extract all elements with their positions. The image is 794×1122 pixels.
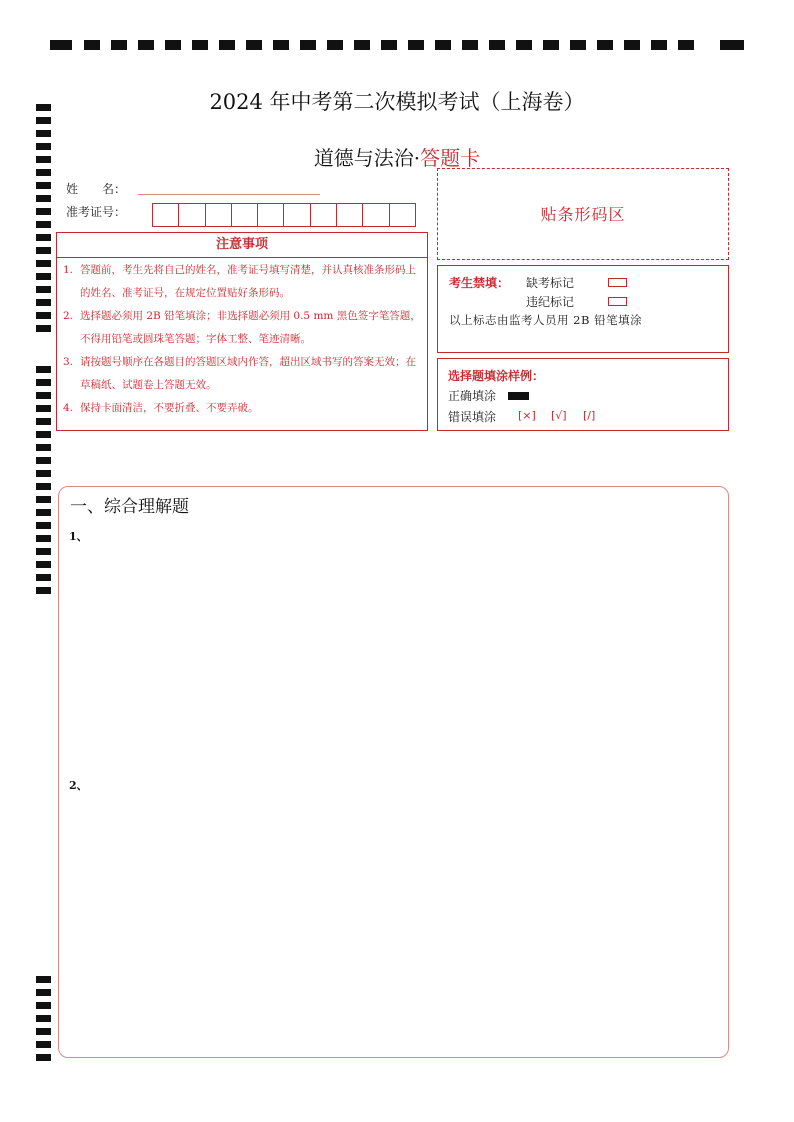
timing-mark: [246, 40, 262, 50]
violation-mark-label: 违纪标记: [526, 295, 575, 309]
timing-mark: [300, 40, 316, 50]
timing-mark: [273, 40, 289, 50]
timing-mark: [36, 1015, 51, 1022]
exam-id-digit-box[interactable]: [311, 204, 337, 226]
correct-fill-mark: [508, 392, 529, 400]
examiner-only-title: 考生禁填：: [449, 276, 510, 290]
notice-item-number: 2.: [63, 310, 74, 322]
name-field[interactable]: [138, 194, 320, 195]
notice-item-text: 选择题必须用 2B 铅笔填涂；非选择题必须用 0.5 mm 黑色签字笔答题，不得用铅笔或圆珠笔答题；字体工整、笔迹清晰。: [80, 310, 421, 345]
answer-card-label: 答题卡: [420, 146, 481, 170]
timing-mark: [36, 483, 51, 490]
notice-item-text: 保持卡面清洁，不要折叠、不要弄破。: [80, 402, 259, 414]
notice-item-number: 4.: [63, 402, 74, 414]
timing-mark: [165, 40, 181, 50]
violation-mark-box[interactable]: [608, 297, 627, 306]
timing-mark: [36, 509, 51, 516]
notice-item: [63, 397, 423, 420]
timing-mark: [219, 40, 235, 50]
timing-mark: [50, 40, 72, 50]
timing-mark: [36, 1041, 51, 1048]
exam-id-digit-box[interactable]: [363, 204, 389, 226]
timing-mark: [543, 40, 559, 50]
timing-mark: [36, 392, 51, 399]
timing-mark: [36, 299, 51, 306]
notice-item: [63, 259, 423, 305]
timing-mark: [462, 40, 478, 50]
wrong-fill-mark: [/]: [583, 409, 596, 422]
timing-mark: [36, 431, 51, 438]
timing-mark: [84, 40, 100, 50]
answer-region[interactable]: [89, 547, 709, 767]
timing-mark: [36, 117, 51, 124]
wrong-fill-label: 错误填涂: [448, 410, 497, 424]
absent-mark-box[interactable]: [608, 278, 627, 287]
exam-id-digit-box[interactable]: [284, 204, 310, 226]
timing-mark: [36, 234, 51, 241]
timing-mark: [36, 444, 51, 451]
timing-mark: [597, 40, 613, 50]
timing-mark: [36, 312, 51, 319]
correct-fill-label: 正确填涂: [448, 389, 497, 403]
question-number: 1、: [69, 530, 88, 543]
exam-id-boxes: [152, 203, 416, 227]
timing-mark: [36, 989, 51, 996]
timing-mark: [111, 40, 127, 50]
timing-mark: [36, 405, 51, 412]
wrong-fill-mark: [×]: [518, 409, 536, 422]
notice-box: [56, 232, 428, 431]
timing-mark: [354, 40, 370, 50]
timing-mark: [36, 1028, 51, 1035]
subject-line: [0, 142, 794, 171]
wrong-fill-mark: [√]: [551, 409, 567, 422]
timing-mark: [36, 286, 51, 293]
timing-mark: [36, 182, 51, 189]
timing-mark: [36, 587, 51, 594]
timing-mark: [36, 130, 51, 137]
timing-mark: [192, 40, 208, 50]
timing-mark: [36, 470, 51, 477]
timing-mark: [36, 535, 51, 542]
notice-item-text: 请按题号顺序在各题目的答题区域内作答，超出区域书写的答案无效；在草稿纸、试题卷上答题无效。: [80, 356, 416, 391]
examiner-note: 以上标志由监考人员用 2B 铅笔填涂: [449, 313, 643, 327]
timing-mark: [489, 40, 505, 50]
subject-name: 道德与法治·: [313, 146, 421, 170]
timing-mark: [651, 40, 667, 50]
exam-id-digit-box[interactable]: [258, 204, 284, 226]
timing-mark: [435, 40, 451, 50]
timing-mark: [36, 379, 51, 386]
timing-mark: [36, 1054, 51, 1061]
notice-item-text: 答题前，考生先将自己的姓名，准考证号填写清楚，并认真核准条形码上的姓名、准考证号，在规定位置贴好条形码。: [80, 264, 416, 299]
notice-item-number: 3.: [63, 356, 74, 368]
question-number: 2、: [69, 779, 88, 792]
timing-mark: [138, 40, 154, 50]
notice-title: 注意事项: [57, 233, 427, 258]
barcode-area: [437, 168, 729, 260]
absent-mark-label: 缺考标记: [526, 276, 575, 290]
barcode-label: 贴条形码区: [540, 205, 626, 224]
timing-mark: [36, 221, 51, 228]
exam-id-label: 准考证号：: [66, 205, 127, 219]
timing-mark: [36, 976, 51, 983]
timing-mark: [570, 40, 586, 50]
answer-region[interactable]: [89, 797, 709, 1037]
notice-item-number: 1.: [63, 264, 74, 276]
timing-mark: [36, 496, 51, 503]
timing-mark: [720, 40, 744, 50]
section-title: 一、综合理解题: [70, 497, 189, 517]
timing-mark: [678, 40, 694, 50]
timing-mark: [36, 273, 51, 280]
timing-mark: [327, 40, 343, 50]
exam-id-digit-box[interactable]: [179, 204, 205, 226]
answer-area: [58, 486, 729, 1058]
exam-id-digit-box[interactable]: [337, 204, 363, 226]
name-label: 姓 名：: [66, 182, 127, 196]
exam-id-digit-box[interactable]: [232, 204, 258, 226]
timing-mark: [36, 561, 51, 568]
timing-mark: [408, 40, 424, 50]
timing-mark: [36, 247, 51, 254]
timing-mark: [36, 457, 51, 464]
timing-mark: [36, 260, 51, 267]
timing-mark: [36, 366, 51, 373]
exam-id-digit-box[interactable]: [153, 204, 179, 226]
timing-mark: [624, 40, 640, 50]
timing-mark: [36, 548, 51, 555]
fill-sample-box: [437, 358, 729, 431]
timing-mark: [36, 418, 51, 425]
notice-item: [63, 305, 423, 351]
timing-mark: [36, 522, 51, 529]
exam-id-digit-box[interactable]: [390, 204, 415, 226]
timing-mark: [36, 325, 51, 332]
timing-mark: [36, 195, 51, 202]
exam-id-digit-box[interactable]: [206, 204, 232, 226]
exam-title: 2024 年中考第二次模拟考试（上海卷）: [209, 90, 585, 114]
timing-mark: [381, 40, 397, 50]
examiner-only-box: [437, 265, 729, 353]
timing-mark: [36, 574, 51, 581]
timing-mark: [516, 40, 532, 50]
timing-mark: [36, 1002, 51, 1009]
notice-item: [63, 351, 423, 397]
timing-mark: [36, 208, 51, 215]
fill-sample-title: 选择题填涂样例：: [448, 369, 545, 383]
